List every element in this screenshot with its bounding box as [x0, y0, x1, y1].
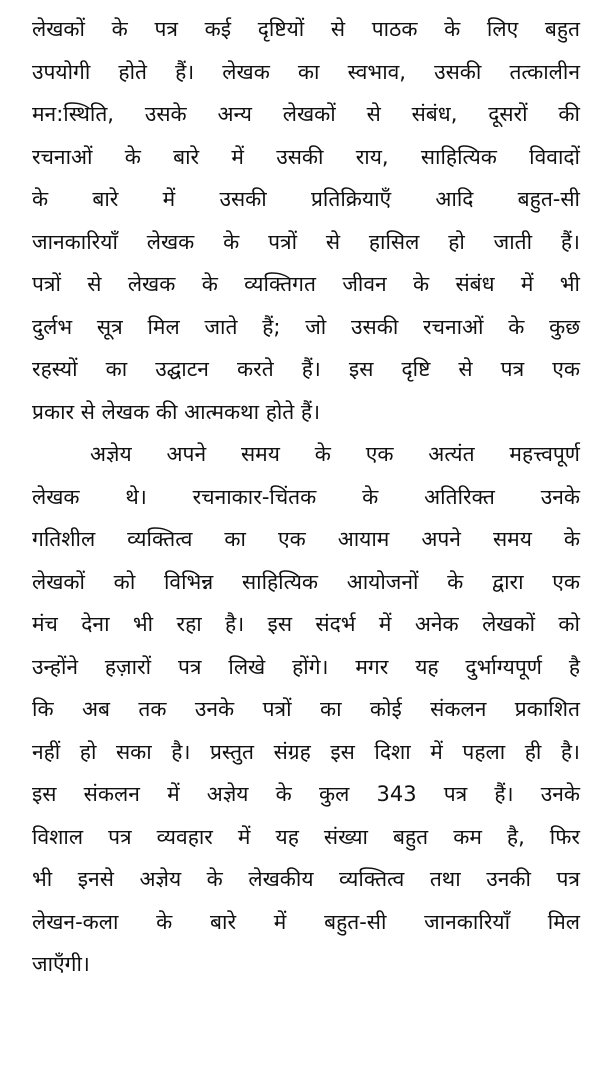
text-line: नहीं हो सका है। प्रस्तुत संग्रह इस दिशा में पहला ही है। [32, 739, 580, 764]
text-line: रहस्यों का उद्घाटन करते हैं। इस दृष्टि से पत्र एक [32, 357, 580, 381]
text-line: पत्रों से लेखक के व्यक्तिगत जीवन के संबंध में भी [32, 272, 580, 296]
text-line: के बारे में उसकी प्रतिक्रियाएँ आदि बहुत-सी [32, 187, 580, 211]
text-line: कि अब तक उनके पत्रों का कोई संकलन प्रकाशित [32, 697, 580, 721]
text-line: लेखक थे। रचनाकार-चिंतक के अतिरिक्त उनके [32, 484, 580, 509]
text-line: अज्ञेय अपने समय के एक अत्यंत महत्त्वपूर्ण [90, 442, 580, 466]
text-line: गतिशील व्यक्तित्व का एक आयाम अपने समय के [32, 527, 580, 551]
text-line: मन:स्थिति, उसके अन्य लेखकों से संबंध, दूसरों की [32, 102, 580, 126]
text-line: दुर्लभ सूत्र मिल जाते हैं; जो उसकी रचनाओं के कुछ [32, 314, 580, 339]
text-line: इस संकलन में अज्ञेय के कुल 343 पत्र हैं। उनके [32, 782, 580, 806]
text-line: रचनाओं के बारे में उसकी राय, साहित्यिक विवादों [32, 144, 580, 169]
paragraph-1 [32, 8, 580, 433]
text-line: उन्होंने हज़ारों पत्र लिखे होंगे। मगर यह दुर्भाग्यपूर्ण है [32, 654, 580, 679]
text-line: जानकारियाँ लेखक के पत्रों से हासिल हो जाती हैं। [32, 229, 580, 254]
text-line: विशाल पत्र व्यवहार में यह संख्या बहुत कम है, फिर [32, 824, 580, 849]
paragraph-2 [32, 433, 580, 986]
text-line: जाएँगी। [32, 952, 90, 976]
text-line: उपयोगी होते हैं। लेखक का स्वभाव, उसकी तत्कालीन [32, 59, 580, 84]
text-line: लेखन-कला के बारे में बहुत-सी जानकारियाँ मिल [32, 909, 580, 934]
text-line: प्रकार से लेखक की आत्मकथा होते हैं। [32, 399, 321, 424]
text-line: भी इनसे अज्ञेय के लेखकीय व्यक्तित्व तथा उनकी पत्र [32, 867, 580, 891]
text-line: लेखकों को विभिन्न साहित्यिक आयोजनों के द्वारा एक [32, 569, 580, 594]
text-line: मंच देना भी रहा है। इस संदर्भ में अनेक लेखकों को [32, 612, 580, 636]
text-line: लेखकों के पत्र कई दृष्टियों से पाठक के लिए बहुत [32, 17, 580, 41]
